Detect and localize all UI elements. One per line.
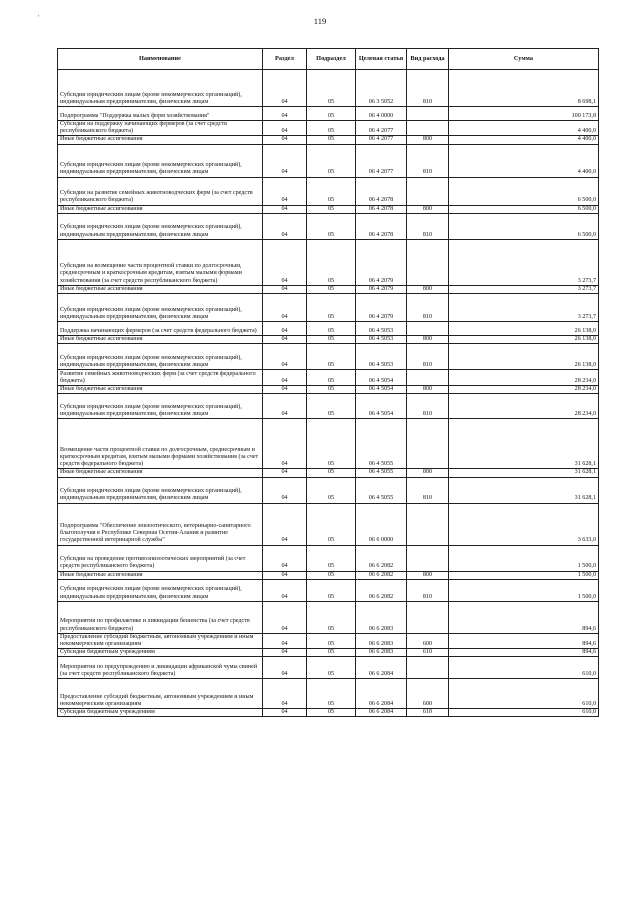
row-statya-cell: 06 6 2083: [356, 601, 407, 633]
row-statya-cell: 06 4 5054: [356, 370, 407, 386]
row-summa-cell: 1 500,0: [449, 571, 599, 579]
row-statya-cell: 06 4 2078: [356, 205, 407, 213]
row-statya-cell: 06 4 2078: [356, 177, 407, 205]
row-vid-cell: 810: [407, 344, 449, 370]
row-statya-cell: 06 4 2077: [356, 144, 407, 177]
row-statya-cell: 06 4 5053: [356, 344, 407, 370]
row-name-cell: Поддержка начинающих фермеров (за счет средств федерального бюджета): [58, 321, 263, 335]
row-razdel-cell: 04: [263, 657, 307, 679]
row-vid-cell: 800: [407, 205, 449, 213]
table-row: [58, 503, 599, 545]
header-razdel: Раздел: [263, 49, 307, 70]
row-vid-cell: 610: [407, 709, 449, 717]
table-row: [58, 335, 599, 343]
row-statya-cell: 06 6 2082: [356, 571, 407, 579]
row-summa-cell: 610,0: [449, 657, 599, 679]
row-vid-cell: [407, 177, 449, 205]
row-razdel-cell: 04: [263, 213, 307, 239]
row-vid-cell: 810: [407, 293, 449, 321]
row-name-cell: Субсидии бюджетным учреждениям: [58, 709, 263, 717]
row-summa-cell: 1 500,0: [449, 545, 599, 571]
row-podrazdel-cell: 05: [307, 293, 356, 321]
row-name-cell: Субсидии на проведение противоэпизоотических мероприятий (за счет средств республиканского бюджета): [58, 545, 263, 571]
table-row: [58, 419, 599, 469]
row-vid-cell: [407, 321, 449, 335]
row-podrazdel-cell: 05: [307, 679, 356, 709]
row-name-cell: Субсидии юридическим лицам (кроме некоммерческих организаций), индивидуальным предпринимателям, физическим лицам: [58, 213, 263, 239]
row-summa-cell: 610,0: [449, 679, 599, 709]
row-podrazdel-cell: 05: [307, 205, 356, 213]
row-vid-cell: 810: [407, 394, 449, 419]
row-vid-cell: 810: [407, 579, 449, 601]
row-podrazdel-cell: 05: [307, 601, 356, 633]
row-name-cell: Субсидии юридическим лицам (кроме некоммерческих организаций), индивидуальным предпринимателям, физическим лицам: [58, 293, 263, 321]
row-podrazdel-cell: 05: [307, 394, 356, 419]
row-podrazdel-cell: 05: [307, 477, 356, 503]
row-name-cell: Иные бюджетные ассигнования: [58, 285, 263, 293]
row-summa-cell: 4 400,0: [449, 136, 599, 144]
row-razdel-cell: 04: [263, 419, 307, 469]
row-name-cell: Субсидии бюджетным учреждениям: [58, 649, 263, 657]
row-summa-cell: 28 234,0: [449, 394, 599, 419]
row-razdel-cell: 04: [263, 394, 307, 419]
table-row: [58, 579, 599, 601]
row-statya-cell: 06 4 2079: [356, 239, 407, 285]
row-name-cell: Иные бюджетные ассигнования: [58, 386, 263, 394]
row-vid-cell: [407, 370, 449, 386]
row-razdel-cell: 04: [263, 293, 307, 321]
budget-table: [57, 48, 599, 717]
table-row: [58, 321, 599, 335]
row-podrazdel-cell: 05: [307, 177, 356, 205]
table-row: [58, 107, 599, 121]
table-row: [58, 177, 599, 205]
row-name-cell: Развитие семейных животноводческих ферм (за счет средств федерального бюджета): [58, 370, 263, 386]
row-name-cell: Иные бюджетные ассигнования: [58, 205, 263, 213]
row-podrazdel-cell: 05: [307, 321, 356, 335]
row-podrazdel-cell: 05: [307, 545, 356, 571]
row-name-cell: Субсидии юридическим лицам (кроме некоммерческих организаций), индивидуальным предпринимателям, физическим лицам: [58, 144, 263, 177]
row-razdel-cell: 04: [263, 649, 307, 657]
table-row: [58, 121, 599, 136]
row-podrazdel-cell: 05: [307, 469, 356, 477]
row-statya-cell: 06 6 0000: [356, 503, 407, 545]
table-row: [58, 394, 599, 419]
row-vid-cell: 810: [407, 213, 449, 239]
table-row: [58, 370, 599, 386]
row-statya-cell: 06 4 5055: [356, 469, 407, 477]
row-podrazdel-cell: 05: [307, 386, 356, 394]
row-name-cell: Иные бюджетные ассигнования: [58, 136, 263, 144]
row-vid-cell: [407, 657, 449, 679]
row-name-cell: Подпрограмма "Обеспечение эпизоотического, ветеринарно-санитарного благополучия в Республике Северная Осетия-Алания и развитие государственной ветеринарной службы": [58, 503, 263, 545]
header-name: Наименование: [58, 49, 263, 70]
row-razdel-cell: 04: [263, 469, 307, 477]
row-name-cell: Субсидии юридическим лицам (кроме некоммерческих организаций), индивидуальным предпринимателям, физическим лицам: [58, 70, 263, 107]
row-name-cell: Предоставление субсидий бюджетным, автономным учреждениям и иным некоммерческим организациям: [58, 633, 263, 648]
row-podrazdel-cell: 05: [307, 107, 356, 121]
row-razdel-cell: 04: [263, 144, 307, 177]
row-summa-cell: 6 500,0: [449, 213, 599, 239]
row-razdel-cell: 04: [263, 70, 307, 107]
table-row: [58, 213, 599, 239]
row-vid-cell: [407, 107, 449, 121]
row-summa-cell: 28 234,0: [449, 370, 599, 386]
row-name-cell: Субсидии юридическим лицам (кроме некоммерческих организаций), индивидуальным предпринимателям, физическим лицам: [58, 394, 263, 419]
row-statya-cell: 06 4 5054: [356, 394, 407, 419]
row-vid-cell: 600: [407, 679, 449, 709]
row-razdel-cell: 04: [263, 239, 307, 285]
row-name-cell: Субсидии юридическим лицам (кроме некоммерческих организаций), индивидуальным предпринимателям, физическим лицам: [58, 344, 263, 370]
header-podrazdel: Подраздел: [307, 49, 356, 70]
row-statya-cell: 06 4 5053: [356, 321, 407, 335]
row-vid-cell: [407, 503, 449, 545]
row-razdel-cell: 04: [263, 503, 307, 545]
row-podrazdel-cell: 05: [307, 121, 356, 136]
row-razdel-cell: 04: [263, 579, 307, 601]
row-podrazdel-cell: 05: [307, 239, 356, 285]
table-row: [58, 571, 599, 579]
row-name-cell: Иные бюджетные ассигнования: [58, 335, 263, 343]
row-vid-cell: 810: [407, 477, 449, 503]
row-vid-cell: 610: [407, 649, 449, 657]
row-vid-cell: [407, 545, 449, 571]
row-podrazdel-cell: 05: [307, 370, 356, 386]
row-name-cell: Субсидии юридическим лицам (кроме некоммерческих организаций), индивидуальным предпринимателям, физическим лицам: [58, 477, 263, 503]
row-vid-cell: 810: [407, 70, 449, 107]
table-row: [58, 477, 599, 503]
row-razdel-cell: 04: [263, 205, 307, 213]
row-vid-cell: [407, 239, 449, 285]
row-statya-cell: 06 6 2083: [356, 633, 407, 648]
row-summa-cell: 28 234,0: [449, 386, 599, 394]
row-statya-cell: 06 6 2083: [356, 649, 407, 657]
table-row: [58, 344, 599, 370]
row-razdel-cell: 04: [263, 121, 307, 136]
row-summa-cell: 894,6: [449, 633, 599, 648]
row-razdel-cell: 04: [263, 136, 307, 144]
row-vid-cell: 800: [407, 285, 449, 293]
row-statya-cell: 06 6 2084: [356, 679, 407, 709]
row-statya-cell: 06 6 2084: [356, 657, 407, 679]
row-podrazdel-cell: 05: [307, 344, 356, 370]
row-vid-cell: [407, 601, 449, 633]
row-vid-cell: 800: [407, 469, 449, 477]
row-statya-cell: 06 3 5052: [356, 70, 407, 107]
row-vid-cell: 800: [407, 335, 449, 343]
row-summa-cell: 31 628,1: [449, 469, 599, 477]
corner-mark: ': [38, 14, 40, 22]
row-summa-cell: 100 173,8: [449, 107, 599, 121]
row-statya-cell: 06 6 2082: [356, 579, 407, 601]
table-row: [58, 70, 599, 107]
row-statya-cell: 06 4 0000: [356, 107, 407, 121]
row-summa-cell: 31 628,1: [449, 419, 599, 469]
row-razdel-cell: 04: [263, 344, 307, 370]
row-razdel-cell: 04: [263, 571, 307, 579]
table-row: [58, 649, 599, 657]
row-statya-cell: 06 6 2084: [356, 709, 407, 717]
row-podrazdel-cell: 05: [307, 213, 356, 239]
row-summa-cell: 26 138,0: [449, 344, 599, 370]
row-statya-cell: 06 4 5054: [356, 386, 407, 394]
row-podrazdel-cell: 05: [307, 419, 356, 469]
table-row: [58, 679, 599, 709]
row-summa-cell: 3 273,7: [449, 239, 599, 285]
table-row: [58, 293, 599, 321]
row-razdel-cell: 04: [263, 477, 307, 503]
table-row: [58, 633, 599, 648]
row-razdel-cell: 04: [263, 177, 307, 205]
page-number: 119: [313, 16, 327, 26]
row-statya-cell: 06 4 2077: [356, 121, 407, 136]
row-podrazdel-cell: 05: [307, 503, 356, 545]
row-summa-cell: 6 500,0: [449, 177, 599, 205]
row-podrazdel-cell: 05: [307, 136, 356, 144]
row-podrazdel-cell: 05: [307, 709, 356, 717]
row-razdel-cell: 04: [263, 285, 307, 293]
row-statya-cell: 06 4 2079: [356, 285, 407, 293]
row-summa-cell: 610,0: [449, 709, 599, 717]
row-statya-cell: 06 6 2082: [356, 545, 407, 571]
row-summa-cell: 31 628,1: [449, 477, 599, 503]
row-name-cell: Иные бюджетные ассигнования: [58, 571, 263, 579]
row-vid-cell: 800: [407, 571, 449, 579]
row-razdel-cell: 04: [263, 321, 307, 335]
row-summa-cell: 3 633,0: [449, 503, 599, 545]
row-vid-cell: [407, 419, 449, 469]
row-vid-cell: 800: [407, 386, 449, 394]
table-row: [58, 545, 599, 571]
row-name-cell: Субсидии юридическим лицам (кроме некоммерческих организаций), индивидуальным предпринимателям, физическим лицам: [58, 579, 263, 601]
table-row: [58, 285, 599, 293]
row-summa-cell: 4 400,0: [449, 121, 599, 136]
row-name-cell: Иные бюджетные ассигнования: [58, 469, 263, 477]
row-podrazdel-cell: 05: [307, 579, 356, 601]
row-razdel-cell: 04: [263, 633, 307, 648]
row-vid-cell: 800: [407, 136, 449, 144]
row-podrazdel-cell: 05: [307, 285, 356, 293]
table-row: [58, 239, 599, 285]
row-statya-cell: 06 4 2077: [356, 136, 407, 144]
row-podrazdel-cell: 05: [307, 335, 356, 343]
row-statya-cell: 06 4 2078: [356, 213, 407, 239]
row-name-cell: Подпрограмма "Поддержка малых форм хозяйствования": [58, 107, 263, 121]
row-vid-cell: 810: [407, 144, 449, 177]
row-statya-cell: 06 4 5055: [356, 419, 407, 469]
row-razdel-cell: 04: [263, 679, 307, 709]
row-summa-cell: 3 273,7: [449, 285, 599, 293]
row-statya-cell: 06 4 2079: [356, 293, 407, 321]
table-row: [58, 136, 599, 144]
table-row: [58, 709, 599, 717]
row-podrazdel-cell: 05: [307, 633, 356, 648]
row-name-cell: Субсидии на возмещение части процентной ставки по долгосрочным, среднесрочным и краткосрочным кредитам, взятым малыми формами хозяйствования (за счет средств республиканского бюджета): [58, 239, 263, 285]
row-summa-cell: 26 138,0: [449, 321, 599, 335]
table-header-row: [58, 49, 599, 70]
row-name-cell: Возмещение части процентной ставки по долгосрочным, среднесрочным и краткосрочным кредитам, взятым малыми формами хозяйствования (за счет средств федерального бюджета): [58, 419, 263, 469]
row-name-cell: Предоставление субсидий бюджетным, автономным учреждениям и иным некоммерческим организациям: [58, 679, 263, 709]
row-statya-cell: 06 4 5055: [356, 477, 407, 503]
row-podrazdel-cell: 05: [307, 649, 356, 657]
row-name-cell: Мероприятия по предупреждению и ликвидации африканской чумы свиней (за счет средств республиканского бюджета): [58, 657, 263, 679]
row-summa-cell: 3 273,7: [449, 293, 599, 321]
row-podrazdel-cell: 05: [307, 571, 356, 579]
row-podrazdel-cell: 05: [307, 144, 356, 177]
row-name-cell: Субсидии на поддержку начинающих фермеров (за счет средств республиканского бюджета): [58, 121, 263, 136]
row-podrazdel-cell: 05: [307, 70, 356, 107]
row-summa-cell: 26 138,0: [449, 335, 599, 343]
row-summa-cell: 6 500,0: [449, 205, 599, 213]
table-row: [58, 205, 599, 213]
row-razdel-cell: 04: [263, 335, 307, 343]
row-razdel-cell: 04: [263, 709, 307, 717]
table-row: [58, 144, 599, 177]
row-summa-cell: 894,6: [449, 601, 599, 633]
table-row: [58, 657, 599, 679]
row-razdel-cell: 04: [263, 107, 307, 121]
row-razdel-cell: 04: [263, 545, 307, 571]
row-summa-cell: 8 698,1: [449, 70, 599, 107]
header-summa: Сумма: [449, 49, 599, 70]
table-row: [58, 469, 599, 477]
row-summa-cell: 4 400,0: [449, 144, 599, 177]
header-vid: Вид расхода: [407, 49, 449, 70]
table-row: [58, 601, 599, 633]
row-name-cell: Мероприятия по профилактике и ликвидации бешенства (за счет средств республиканского бюджета): [58, 601, 263, 633]
row-name-cell: Субсидии на развитие семейных животноводческих ферм (за счет средств республиканского бюджета): [58, 177, 263, 205]
row-statya-cell: 06 4 5053: [356, 335, 407, 343]
header-statya: Целевая статья: [356, 49, 407, 70]
row-razdel-cell: 04: [263, 386, 307, 394]
table-row: [58, 386, 599, 394]
row-summa-cell: 894,6: [449, 649, 599, 657]
row-vid-cell: [407, 121, 449, 136]
row-vid-cell: 600: [407, 633, 449, 648]
row-razdel-cell: 04: [263, 601, 307, 633]
row-podrazdel-cell: 05: [307, 657, 356, 679]
row-razdel-cell: 04: [263, 370, 307, 386]
row-summa-cell: 1 500,0: [449, 579, 599, 601]
